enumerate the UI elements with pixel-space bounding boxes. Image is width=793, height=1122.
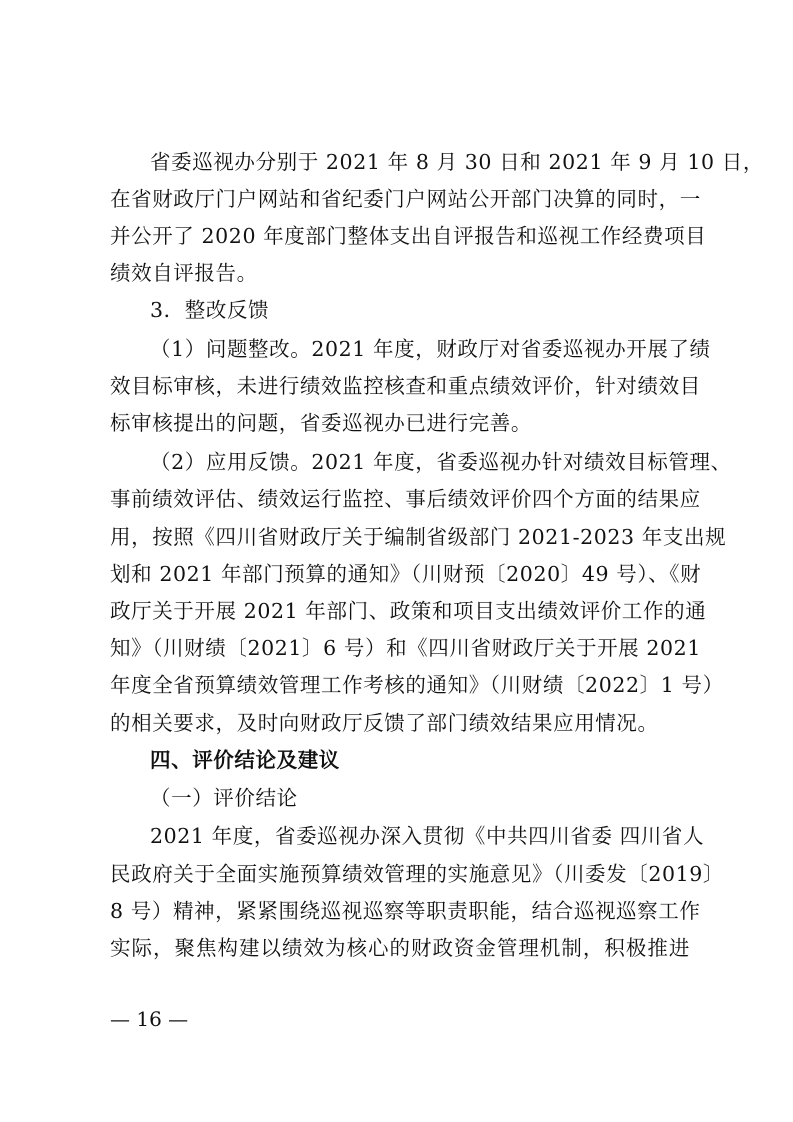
paragraph-line: 用，按照《四川省财政厅关于编制省级部门 2021-2023 年支出规 xyxy=(110,525,727,549)
page-number: — 16 — xyxy=(110,1007,189,1031)
paragraph-line: 政厅关于开展 2021 年部门、政策和项目支出绩效评价工作的通 xyxy=(110,599,707,623)
paragraph-line: 民政府关于全面实施预算绩效管理的实施意见》（川委发〔2019〕 xyxy=(110,862,725,886)
paragraph-line: 的相关要求，及时向财政厅反馈了部门绩效结果应用情况。 xyxy=(110,711,659,735)
paragraph-line: 在省财政厅门户网站和省纪委门户网站公开部门决算的同时，一 xyxy=(110,187,701,211)
paragraph-line: 划和 2021 年部门预算的通知》（川财预〔2020〕49 号）、《财 xyxy=(110,562,702,586)
paragraph-line: （1）问题整改。2021 年度，财政厅对省委巡视办开展了绩 xyxy=(150,337,711,361)
paragraph-line: 绩效自评报告。 xyxy=(110,261,258,285)
section-heading: 3．整改反馈 xyxy=(150,298,270,322)
subsection-heading: （一）评价结论 xyxy=(150,786,298,810)
paragraph-line: 并公开了 2020 年度部门整体支出自评报告和巡视工作经费项目 xyxy=(110,224,707,248)
paragraph-line: 8 号）精神，紧紧围绕巡视巡察等职责职能，结合巡视巡察工作 xyxy=(110,899,701,923)
section-heading: 四、评价结论及建议 xyxy=(150,748,340,772)
paragraph-line: 省委巡视办分别于 2021 年 8 月 30 日和 2021 年 9 月 10 日， xyxy=(150,150,764,174)
paragraph-line: 效目标审核，未进行绩效监控核查和重点绩效评价，针对绩效目 xyxy=(110,374,701,398)
paragraph-line: 知》（川财绩〔2021〕6 号）和《四川省财政厅关于开展 2021 xyxy=(110,636,701,660)
paragraph-line: 标审核提出的问题，省委巡视办已进行完善。 xyxy=(110,411,532,435)
paragraph-line: 年度全省预算绩效管理工作考核的通知》（川财绩〔2022〕1 号） xyxy=(110,673,724,697)
paragraph-line: 实际，聚焦构建以绩效为核心的财政资金管理机制，积极推进 xyxy=(110,936,690,960)
paragraph-line: 事前绩效评估、绩效运行监控、事后绩效评价四个方面的结果应 xyxy=(110,487,701,511)
paragraph-line: （2）应用反馈。2021 年度，省委巡视办针对绩效目标管理、 xyxy=(150,450,732,474)
paragraph-line: 2021 年度，省委巡视办深入贯彻《中共四川省委 四川省人 xyxy=(150,824,705,848)
